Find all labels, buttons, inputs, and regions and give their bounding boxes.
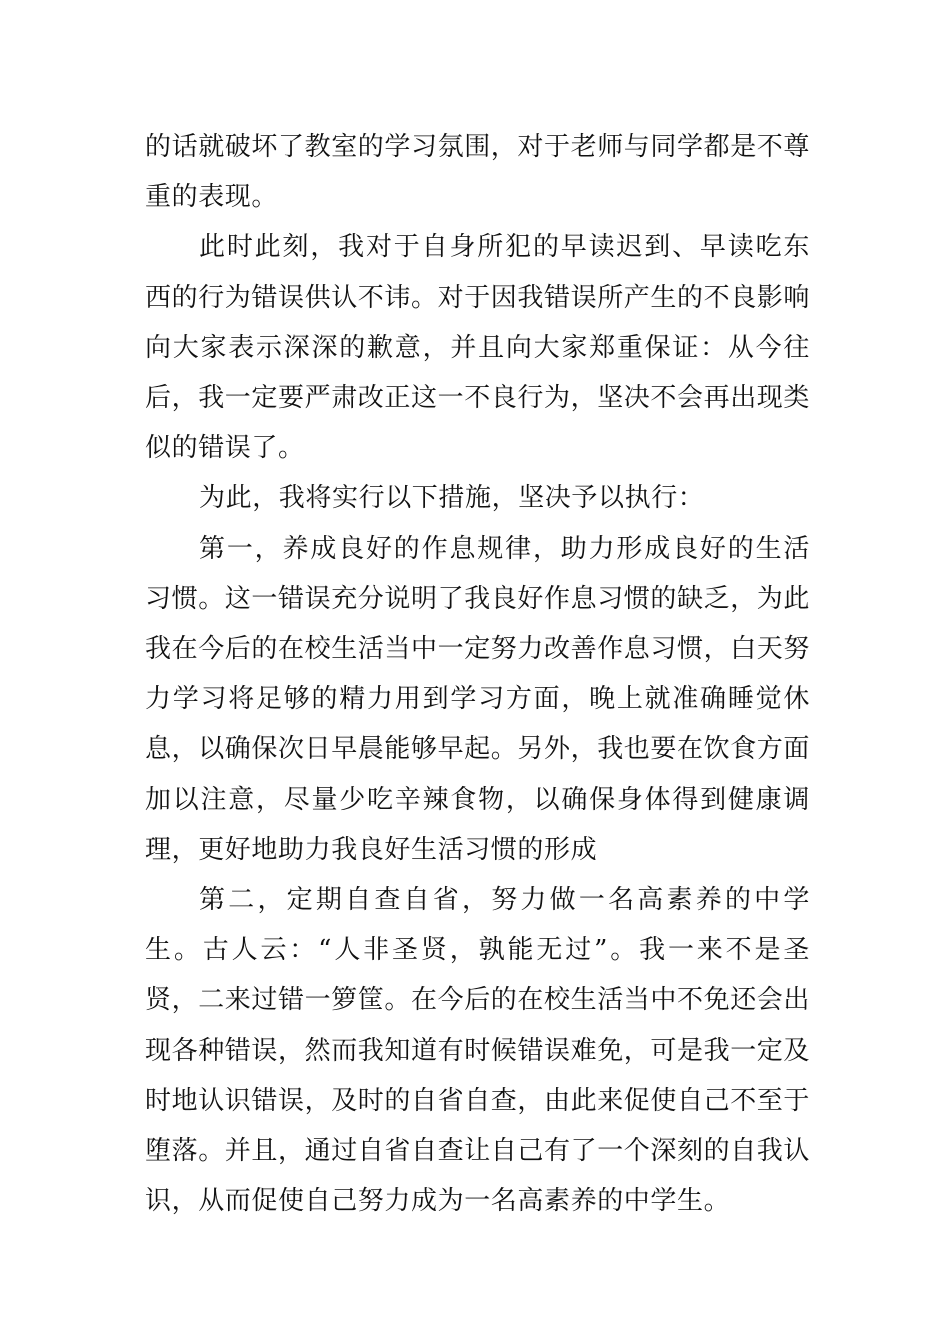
paragraph-measure-two: 第二，定期自查自省，努力做一名高素养的中学生。古人云：“人非圣贤，孰能无过”。我一来不是圣贤，二来过错一箩筐。在今后的在校生活当中不免还会出现各种错误，然而我知道有时候错误难免，可是我一定及时地认识错误，及时的自省自查，由此来促使自己不至于堕落。并且，通过自省自查让自己有了一个深刻的自我认识，从而促使自己努力成为一名高素养的中学生。: [145, 885, 811, 1217]
paragraph-apology: 此时此刻，我对于自身所犯的早读迟到、早读吃东西的行为错误供认不讳。对于因我错误所产生的不良影响向大家表示深深的歉意，并且向大家郑重保证：从今往后，我一定要严肃改正这一不良行为，坚决不会再出现类似的错误了。: [145, 232, 811, 464]
paragraph-measure-one: 第一，养成良好的作息规律，助力形成良好的生活习惯。这一错误充分说明了我良好作息习惯的缺乏，为此我在今后的在校生活当中一定努力改善作息习惯，白天努力学习将足够的精力用到学习方面，晚上就准确睡觉休息，以确保次日早晨能够早起。另外，我也要在饮食方面加以注意，尽量少吃辛辣食物，以确保身体得到健康调理，更好地助力我良好生活习惯的形成: [145, 533, 811, 865]
paragraph-continuation: 的话就破坏了教室的学习氛围，对于老师与同学都是不尊重的表现。: [145, 132, 811, 213]
paragraph-measures-intro: 为此，我将实行以下措施，坚决予以执行：: [199, 483, 705, 514]
document-body: [145, 122, 810, 1226]
